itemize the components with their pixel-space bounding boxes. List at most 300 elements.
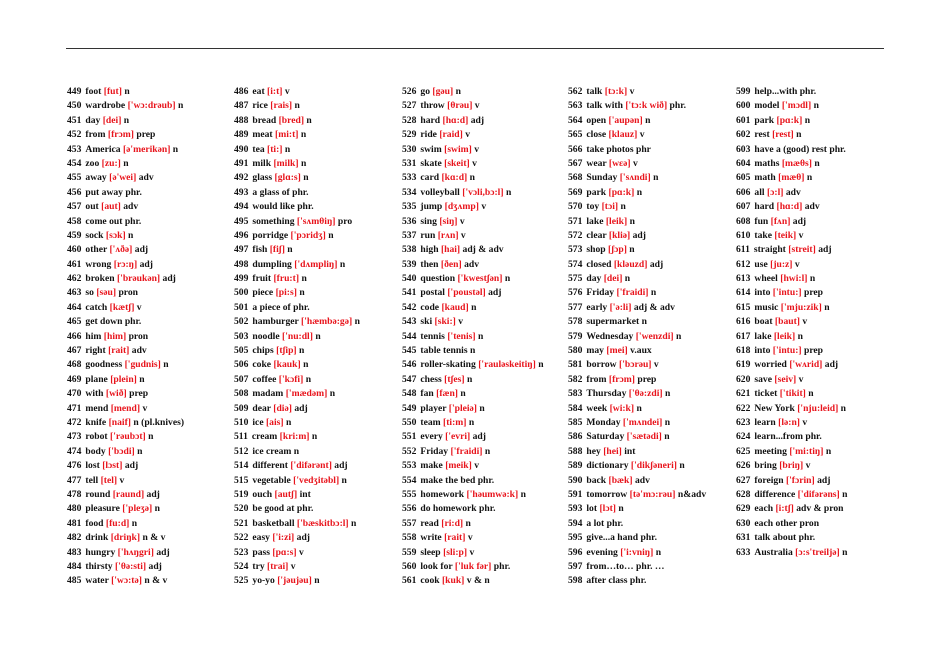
vocab-entry	[402, 416, 544, 430]
vocab-entry	[402, 85, 544, 99]
entry-number: 460	[67, 244, 82, 256]
entry-number: 615	[736, 301, 751, 313]
vocab-entry	[568, 373, 706, 387]
entry-part-of-speech: n	[813, 100, 819, 112]
entry-word: have a (good) rest	[754, 143, 827, 155]
vocab-entry	[67, 373, 184, 387]
vocab-entry	[736, 215, 848, 229]
entry-part-of-speech: phr.	[829, 143, 846, 155]
entry-word: tea	[252, 143, 265, 155]
entry-part-of-speech: n	[842, 488, 848, 500]
entry-part-of-speech: n	[797, 330, 803, 342]
entry-phonetic: ['i:zi]	[272, 532, 295, 544]
entry-phonetic: [tʃes]	[444, 373, 465, 385]
vocab-entry	[67, 574, 184, 588]
entry-number: 456	[67, 186, 82, 198]
entry-part-of-speech: n	[172, 143, 179, 155]
entry-number: 506	[234, 359, 249, 371]
entry-number: 490	[234, 143, 249, 155]
entry-word: lot	[586, 503, 598, 515]
vocab-entry	[568, 402, 706, 416]
entry-phonetic: [hɑ:d]	[442, 114, 469, 126]
entry-number: 585	[568, 416, 583, 428]
entry-phonetic: ['i:vniŋ]	[620, 546, 654, 558]
entry-part-of-speech: n	[664, 388, 671, 400]
entry-word: day	[586, 273, 602, 285]
entry-phonetic: ['θə:zdi]	[628, 388, 663, 400]
entry-part-of-speech: adj	[162, 273, 176, 285]
entry-part-of-speech: v	[460, 229, 466, 241]
vocab-entry	[402, 258, 544, 272]
entry-phonetic: [siŋ]	[439, 215, 458, 227]
entry-word: Australia	[754, 546, 793, 558]
entry-word: back	[586, 474, 607, 486]
entry-number: 589	[568, 460, 583, 472]
vocab-entry	[402, 459, 544, 473]
entry-word: foot	[85, 86, 102, 97]
entry-part-of-speech: phr.	[493, 560, 511, 572]
entry-word: out	[85, 201, 99, 213]
entry-number: 594	[568, 517, 583, 529]
entry-phonetic: ['wʌrid]	[789, 359, 823, 371]
entry-word: wardrobe	[85, 100, 126, 112]
entry-part-of-speech: adv	[464, 258, 480, 270]
entry-word: a lot	[586, 517, 605, 529]
vocab-entry	[736, 301, 848, 315]
entry-part-of-speech: n	[303, 172, 309, 184]
vocab-entry	[67, 358, 184, 372]
vocab-entry	[736, 272, 848, 286]
entry-part-of-speech: n	[311, 431, 318, 443]
entry-part-of-speech: n	[469, 345, 476, 357]
entry-number: 522	[234, 532, 249, 544]
entry-phonetic: ['bɔrəu]	[619, 359, 652, 371]
entry-word: fish	[252, 244, 268, 256]
vocab-entry	[736, 430, 848, 444]
entry-number: 534	[402, 186, 417, 198]
entry-word: learn	[754, 416, 776, 428]
vocab-entry	[67, 488, 184, 502]
entry-word: Friday	[420, 445, 449, 457]
entry-part-of-speech: n	[465, 517, 471, 529]
entry-word: evening	[586, 546, 618, 558]
entry-phonetic: ['jəujəu]	[277, 575, 312, 587]
vocab-entry	[234, 502, 360, 516]
entry-phonetic: [tɔ:k]	[604, 86, 628, 97]
entry-number: 567	[568, 157, 583, 169]
entry-part-of-speech: n	[301, 273, 307, 285]
entry-phonetic: [ais]	[265, 416, 284, 428]
entry-phonetic: ['tikit]	[779, 388, 806, 400]
entry-part-of-speech: n	[128, 229, 134, 241]
entry-part-of-speech: v	[481, 201, 487, 213]
vocab-entry	[402, 229, 544, 243]
entry-phonetic: [teik]	[774, 229, 797, 241]
vocab-entry	[234, 229, 360, 243]
entry-word: New York	[754, 402, 795, 414]
entry-phonetic: ['həumwə:k]	[466, 488, 519, 500]
vocab-entry	[568, 416, 706, 430]
entry-part-of-speech: v	[142, 402, 148, 414]
entry-number: 477	[67, 474, 82, 486]
vocab-entry	[402, 488, 544, 502]
entry-word: from	[586, 373, 607, 385]
entry-word: easy	[252, 532, 270, 544]
vocab-entry	[402, 517, 544, 531]
entry-number: 550	[402, 416, 417, 428]
entry-number: 455	[67, 172, 82, 184]
entry-number: 611	[736, 244, 750, 256]
entry-phonetic: [leik]	[773, 330, 796, 342]
entry-part-of-speech: n	[139, 373, 145, 385]
entry-word: piece	[252, 287, 274, 299]
vocab-entry	[67, 416, 184, 430]
entry-part-of-speech: n	[329, 388, 336, 400]
entry-part-of-speech: int	[624, 445, 636, 457]
entry-number: 612	[736, 258, 751, 270]
entry-word: open	[586, 114, 607, 126]
entry-word: plane	[85, 373, 108, 385]
vocab-entry	[402, 186, 544, 200]
entry-part-of-speech: n	[664, 431, 670, 443]
entry-word: try	[252, 560, 265, 572]
entry-part-of-speech: n	[655, 546, 662, 558]
entry-phonetic: [rɔ:ŋ]	[113, 258, 138, 270]
entry-word: player	[420, 402, 447, 414]
entry-phonetic: ['vɔli,bɔ:l]	[462, 186, 504, 198]
entry-phonetic: ['mʌndei]	[622, 416, 663, 428]
vocab-entry	[67, 531, 184, 545]
entry-phonetic: [wið]	[105, 388, 127, 400]
vocab-entry	[402, 574, 544, 588]
entry-phonetic: [frɔm]	[107, 129, 134, 141]
entry-number: 528	[402, 114, 417, 126]
entry-word: something	[252, 215, 295, 227]
entry-part-of-speech: adj	[472, 431, 486, 443]
entry-part-of-speech: adj	[470, 114, 485, 126]
vocab-entry	[234, 445, 360, 459]
entry-part-of-speech: phr.	[297, 201, 314, 213]
entry-word: take photos	[586, 143, 634, 155]
entry-number: 598	[568, 575, 583, 587]
entry-part-of-speech: n	[314, 575, 320, 587]
header-rule	[66, 48, 884, 49]
vocab-entry	[67, 99, 184, 113]
entry-phonetic: ['mɔdl]	[781, 100, 812, 112]
vocab-entry	[402, 286, 544, 300]
entry-word: round	[85, 488, 111, 500]
entry-number: 512	[234, 445, 249, 457]
entry-number: 568	[568, 172, 583, 184]
entry-word: code	[420, 301, 440, 313]
entry-number: 486	[234, 86, 249, 97]
entry-part-of-speech: n	[154, 503, 160, 515]
entry-phonetic: [swim]	[444, 143, 472, 155]
entry-phonetic: [raid]	[439, 129, 463, 141]
entry-number: 626	[736, 460, 751, 472]
vocab-entry	[402, 560, 544, 574]
entry-word: sing	[420, 215, 437, 227]
word-column-4	[568, 85, 706, 589]
entry-word: vegetable	[252, 474, 291, 486]
entry-phonetic: ['poustəl]	[447, 287, 486, 299]
vocab-entry	[736, 171, 848, 185]
entry-word: team	[420, 416, 441, 428]
entry-part-of-speech: n	[341, 474, 347, 486]
vocab-entry	[67, 474, 184, 488]
entry-part-of-speech: phr	[635, 143, 651, 155]
entry-phonetic: [tʃip]	[276, 345, 297, 357]
entry-number: 610	[736, 229, 751, 241]
vocab-entry	[568, 330, 706, 344]
entry-phonetic: [glɑ:s]	[274, 172, 301, 184]
entry-number: 488	[234, 114, 249, 126]
vocab-entry	[568, 215, 706, 229]
entry-part-of-speech: v	[639, 129, 645, 141]
entry-word: catch	[85, 301, 108, 313]
entry-part-of-speech: n	[806, 172, 813, 184]
entry-part-of-speech: adj	[156, 546, 170, 558]
entry-number: 614	[736, 287, 751, 299]
entry-phonetic: [i:t]	[267, 86, 283, 97]
entry-number: 544	[402, 330, 417, 342]
vocab-entry	[736, 358, 848, 372]
vocab-entry	[568, 272, 706, 286]
entry-part-of-speech: v	[469, 546, 475, 558]
vocab-entry	[736, 488, 848, 502]
entry-part-of-speech: adj	[139, 258, 153, 270]
entry-part-of-speech: v	[472, 157, 477, 169]
entry-word: coke	[252, 359, 272, 371]
vocab-entry	[234, 474, 360, 488]
entry-part-of-speech: adv & pron	[796, 503, 844, 515]
vocab-entry	[568, 157, 706, 171]
entry-part-of-speech: adv	[785, 186, 801, 198]
entry-word: ski	[420, 316, 433, 328]
entry-number: 624	[736, 431, 751, 443]
entry-number: 586	[568, 431, 583, 443]
entry-word: get down	[85, 316, 123, 328]
entry-word: sock	[85, 229, 104, 241]
vocab-entry	[568, 344, 706, 358]
word-column-2	[234, 85, 360, 589]
entry-number: 554	[402, 474, 417, 486]
entry-number: 481	[67, 517, 82, 529]
vocab-entry	[736, 200, 848, 214]
entry-phonetic: [mend]	[110, 402, 141, 414]
entry-word: put away	[85, 186, 123, 198]
entry-number: 545	[402, 345, 417, 357]
entry-word: cook	[420, 575, 440, 587]
entry-number: 530	[402, 143, 417, 155]
entry-number: 566	[568, 143, 583, 155]
entry-phonetic: [rait]	[444, 532, 466, 544]
entry-number: 502	[234, 316, 249, 328]
entry-word: music	[754, 301, 779, 313]
entry-phonetic: [kaud]	[441, 301, 469, 313]
entry-word: hard	[420, 114, 441, 126]
entry-word: come out	[85, 215, 123, 227]
vocab-entry	[736, 99, 848, 113]
entry-number: 552	[402, 445, 417, 457]
entry-part-of-speech: phr.	[798, 532, 816, 544]
entry-number: 457	[67, 201, 82, 213]
vocab-entry	[67, 229, 184, 243]
entry-number: 482	[67, 532, 82, 544]
entry-word: swim	[420, 143, 442, 155]
entry-word: supermarket	[586, 316, 640, 328]
entry-phonetic: [autʃ]	[274, 488, 298, 500]
entry-word: run	[420, 229, 436, 241]
vocab-entry	[234, 358, 360, 372]
vocab-entry	[402, 215, 544, 229]
entry-part-of-speech: n	[137, 445, 143, 457]
entry-number: 511	[234, 431, 248, 443]
entry-phonetic: ['fɔrin]	[785, 474, 815, 486]
entry-number: 509	[234, 402, 249, 414]
entry-number: 603	[736, 143, 751, 155]
entry-number: 499	[234, 273, 249, 285]
entry-word: wheel	[754, 273, 778, 285]
vocab-entry	[234, 186, 360, 200]
entry-word: give...a hand	[586, 532, 639, 544]
entry-number: 484	[67, 560, 82, 572]
entry-phonetic: [streit]	[788, 244, 816, 256]
entry-word: a glass of	[252, 186, 290, 198]
entry-number: 608	[736, 215, 751, 227]
entry-part-of-speech: n	[460, 388, 466, 400]
entry-phonetic: [hai]	[440, 244, 461, 256]
entry-phonetic: [pɑ:k]	[608, 186, 635, 198]
entry-word: pleasure	[85, 503, 120, 515]
vocab-entry	[402, 445, 544, 459]
entry-part-of-speech: n	[351, 517, 357, 529]
entry-number: 505	[234, 345, 249, 357]
entry-phonetic: [mæθs]	[781, 157, 812, 169]
entry-phonetic: [milk]	[273, 157, 299, 169]
entry-word: difference	[754, 488, 796, 500]
entry-part-of-speech: phr.	[669, 100, 686, 112]
vocab-entry	[568, 387, 706, 401]
entry-word: so	[85, 287, 94, 299]
entry-part-of-speech: adj	[818, 244, 832, 256]
entry-number: 507	[234, 373, 249, 385]
vocab-entry	[234, 85, 360, 99]
entry-phonetic: ['ə:li]	[609, 301, 632, 313]
word-column-3	[402, 85, 544, 589]
entry-word: question	[420, 273, 456, 285]
entry-number: 480	[67, 503, 82, 515]
entry-number: 551	[402, 431, 417, 443]
entry-word: make the bed	[420, 474, 476, 486]
entry-phonetic: [sɔk]	[105, 229, 126, 241]
entry-number: 625	[736, 445, 751, 457]
vocab-entry	[568, 546, 706, 560]
entry-phonetic: [kætʃ]	[109, 301, 135, 313]
entry-number: 487	[234, 100, 249, 112]
entry-part-of-speech: n	[285, 416, 292, 428]
entry-word: hungry	[85, 546, 116, 558]
entry-number: 471	[67, 402, 82, 414]
entry-phonetic: [hwi:l]	[780, 273, 808, 285]
entry-word: water	[85, 575, 109, 587]
entry-part-of-speech: v	[459, 215, 465, 227]
entry-word: ice	[252, 416, 264, 428]
vocab-entry	[402, 531, 544, 545]
entry-part-of-speech: n	[303, 359, 309, 371]
entry-part-of-speech: n	[477, 330, 484, 342]
entry-number: 510	[234, 416, 249, 428]
entry-number: 565	[568, 129, 583, 141]
vocab-entry	[736, 459, 848, 473]
entry-part-of-speech: n	[354, 316, 360, 328]
vocab-entry	[568, 85, 706, 99]
entry-number: 454	[67, 157, 82, 169]
entry-word: clear	[586, 229, 607, 241]
entry-number: 536	[402, 215, 417, 227]
entry-part-of-speech: v	[467, 532, 473, 544]
entry-phonetic: [fru:t]	[273, 273, 300, 285]
vocab-entry	[736, 286, 848, 300]
entry-part-of-speech: phr.	[293, 301, 310, 313]
entry-number: 469	[67, 373, 82, 385]
entry-word: go	[420, 86, 430, 97]
entry-word: lake	[586, 215, 604, 227]
vocab-entry	[736, 416, 848, 430]
vocab-entry	[736, 445, 848, 459]
entry-number: 605	[736, 172, 751, 184]
entry-part-of-speech: n	[618, 503, 624, 515]
entry-phonetic: ['dikʃəneri]	[630, 460, 677, 472]
entry-word: postal	[420, 287, 445, 299]
entry-part-of-speech: adj	[632, 229, 646, 241]
entry-word: hey	[586, 445, 601, 457]
entry-word: skate	[420, 157, 442, 169]
entry-number: 630	[736, 517, 751, 529]
vocab-entry	[67, 560, 184, 574]
entry-number: 617	[736, 330, 751, 342]
entry-phonetic: [briŋ]	[779, 460, 804, 472]
entry-number: 501	[234, 301, 249, 313]
entry-number: 524	[234, 560, 249, 572]
entry-word: Wednesday	[586, 330, 634, 342]
entry-phonetic: [lə:n]	[778, 416, 800, 428]
entry-phonetic: [hɑ:d]	[776, 201, 803, 213]
entry-number: 540	[402, 273, 417, 285]
vocab-entry	[234, 344, 360, 358]
entry-phonetic: ['hæmbə:gə]	[301, 316, 353, 328]
entry-number: 573	[568, 244, 583, 256]
vocab-entry	[736, 387, 848, 401]
entry-word: into	[754, 287, 771, 299]
entry-word: roller-skating	[420, 359, 476, 371]
entry-word: basketball	[252, 517, 295, 529]
entry-phonetic: [dei]	[603, 273, 623, 285]
entry-word: dictionary	[586, 460, 629, 472]
vocab-entry	[736, 531, 848, 545]
entry-phonetic: [bred]	[278, 114, 305, 126]
entry-part-of-speech: v & n	[466, 575, 490, 587]
entry-number: 538	[402, 244, 417, 256]
vocab-entry	[67, 430, 184, 444]
entry-phonetic: [skeit]	[444, 157, 470, 169]
entry-part-of-speech: pron	[799, 517, 820, 529]
entry-number: 476	[67, 460, 82, 472]
entry-word: from…to…	[586, 560, 634, 572]
entry-part-of-speech: n	[471, 301, 477, 313]
entry-number: 465	[67, 316, 82, 328]
entry-phonetic: ['nju:leid]	[797, 402, 839, 414]
